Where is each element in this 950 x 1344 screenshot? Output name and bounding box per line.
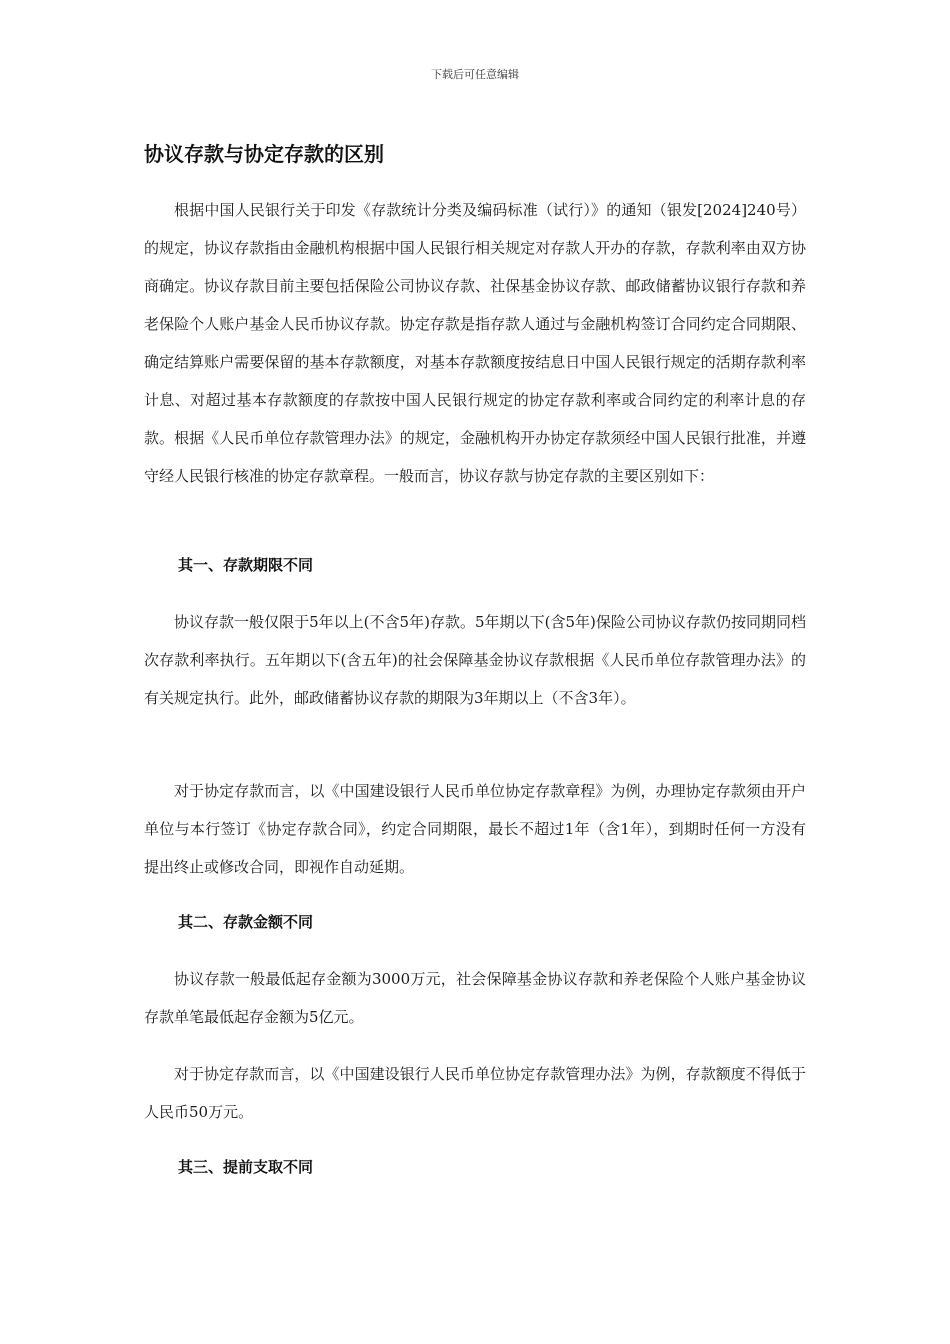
section-paragraph: 协议存款一般仅限于5年以上(不含5年)存款。5年期以下(含5年)保险公司协议存款仍按同期同档次存款利率执行。五年期以下(含五年)的社会保障基金协议存款根据《人民币单位存款管理办法》的有关规定执行。此外，邮政储蓄协议存款的期限为3年期以上（不含3年）。	[144, 613, 806, 707]
section-paragraph: 对于协定存款而言，以《中国建设银行人民币单位协定存款管理办法》为例，存款额度不得低于人民币50万元。	[144, 1065, 806, 1121]
intro-paragraph: 根据中国人民银行关于印发《存款统计分类及编码标准（试行）》的通知（银发[2024]240号）的规定，协议存款指由金融机构根据中国人民银行相关规定对存款人开办的存款，存款利率由双方协商确定。协议存款目前主要包括保险公司协议存款、社保基金协议存款、邮政储蓄协议银行存款和养老保险个人账户基金人民币协议存款。协定存款是指存款人通过与金融机构签订合同约定合同期限、确定结算账户需要保留的基本存款额度，对基本存款额度按结息日中国人民银行规定的活期存款利率计息、对超过基本存款额度的存款按中国人民银行规定的协定存款利率或合同约定的利率计息的存款。根据《人民币单位存款管理办法》的规定，金融机构开办协定存款须经中国人民银行批准，并遵守经人民银行核准的协定存款章程。一般而言，协议存款与协定存款的主要区别如下：	[144, 201, 806, 485]
header-note: 下载后可任意编辑	[431, 68, 519, 81]
section-paragraph: 对于协定存款而言，以《中国建设银行人民币单位协定存款章程》为例，办理协定存款须由开户单位与本行签订《协定存款合同》，约定合同期限，最长不超过1年（含1年），到期时任何一方没有提出终止或修改合同，即视作自动延期。	[144, 782, 806, 876]
section-heading-early-withdrawal: 其三、提前支取不同	[178, 1158, 314, 1176]
document-title: 协议存款与协定存款的区别	[144, 142, 384, 166]
section-heading-deposit-amount: 其二、存款金额不同	[178, 913, 314, 931]
section-paragraph: 协议存款一般最低起存金额为3000万元，社会保障基金协议存款和养老保险个人账户基金协议存款单笔最低起存金额为5亿元。	[144, 970, 806, 1026]
section-heading-deposit-term: 其一、存款期限不同	[178, 556, 314, 574]
